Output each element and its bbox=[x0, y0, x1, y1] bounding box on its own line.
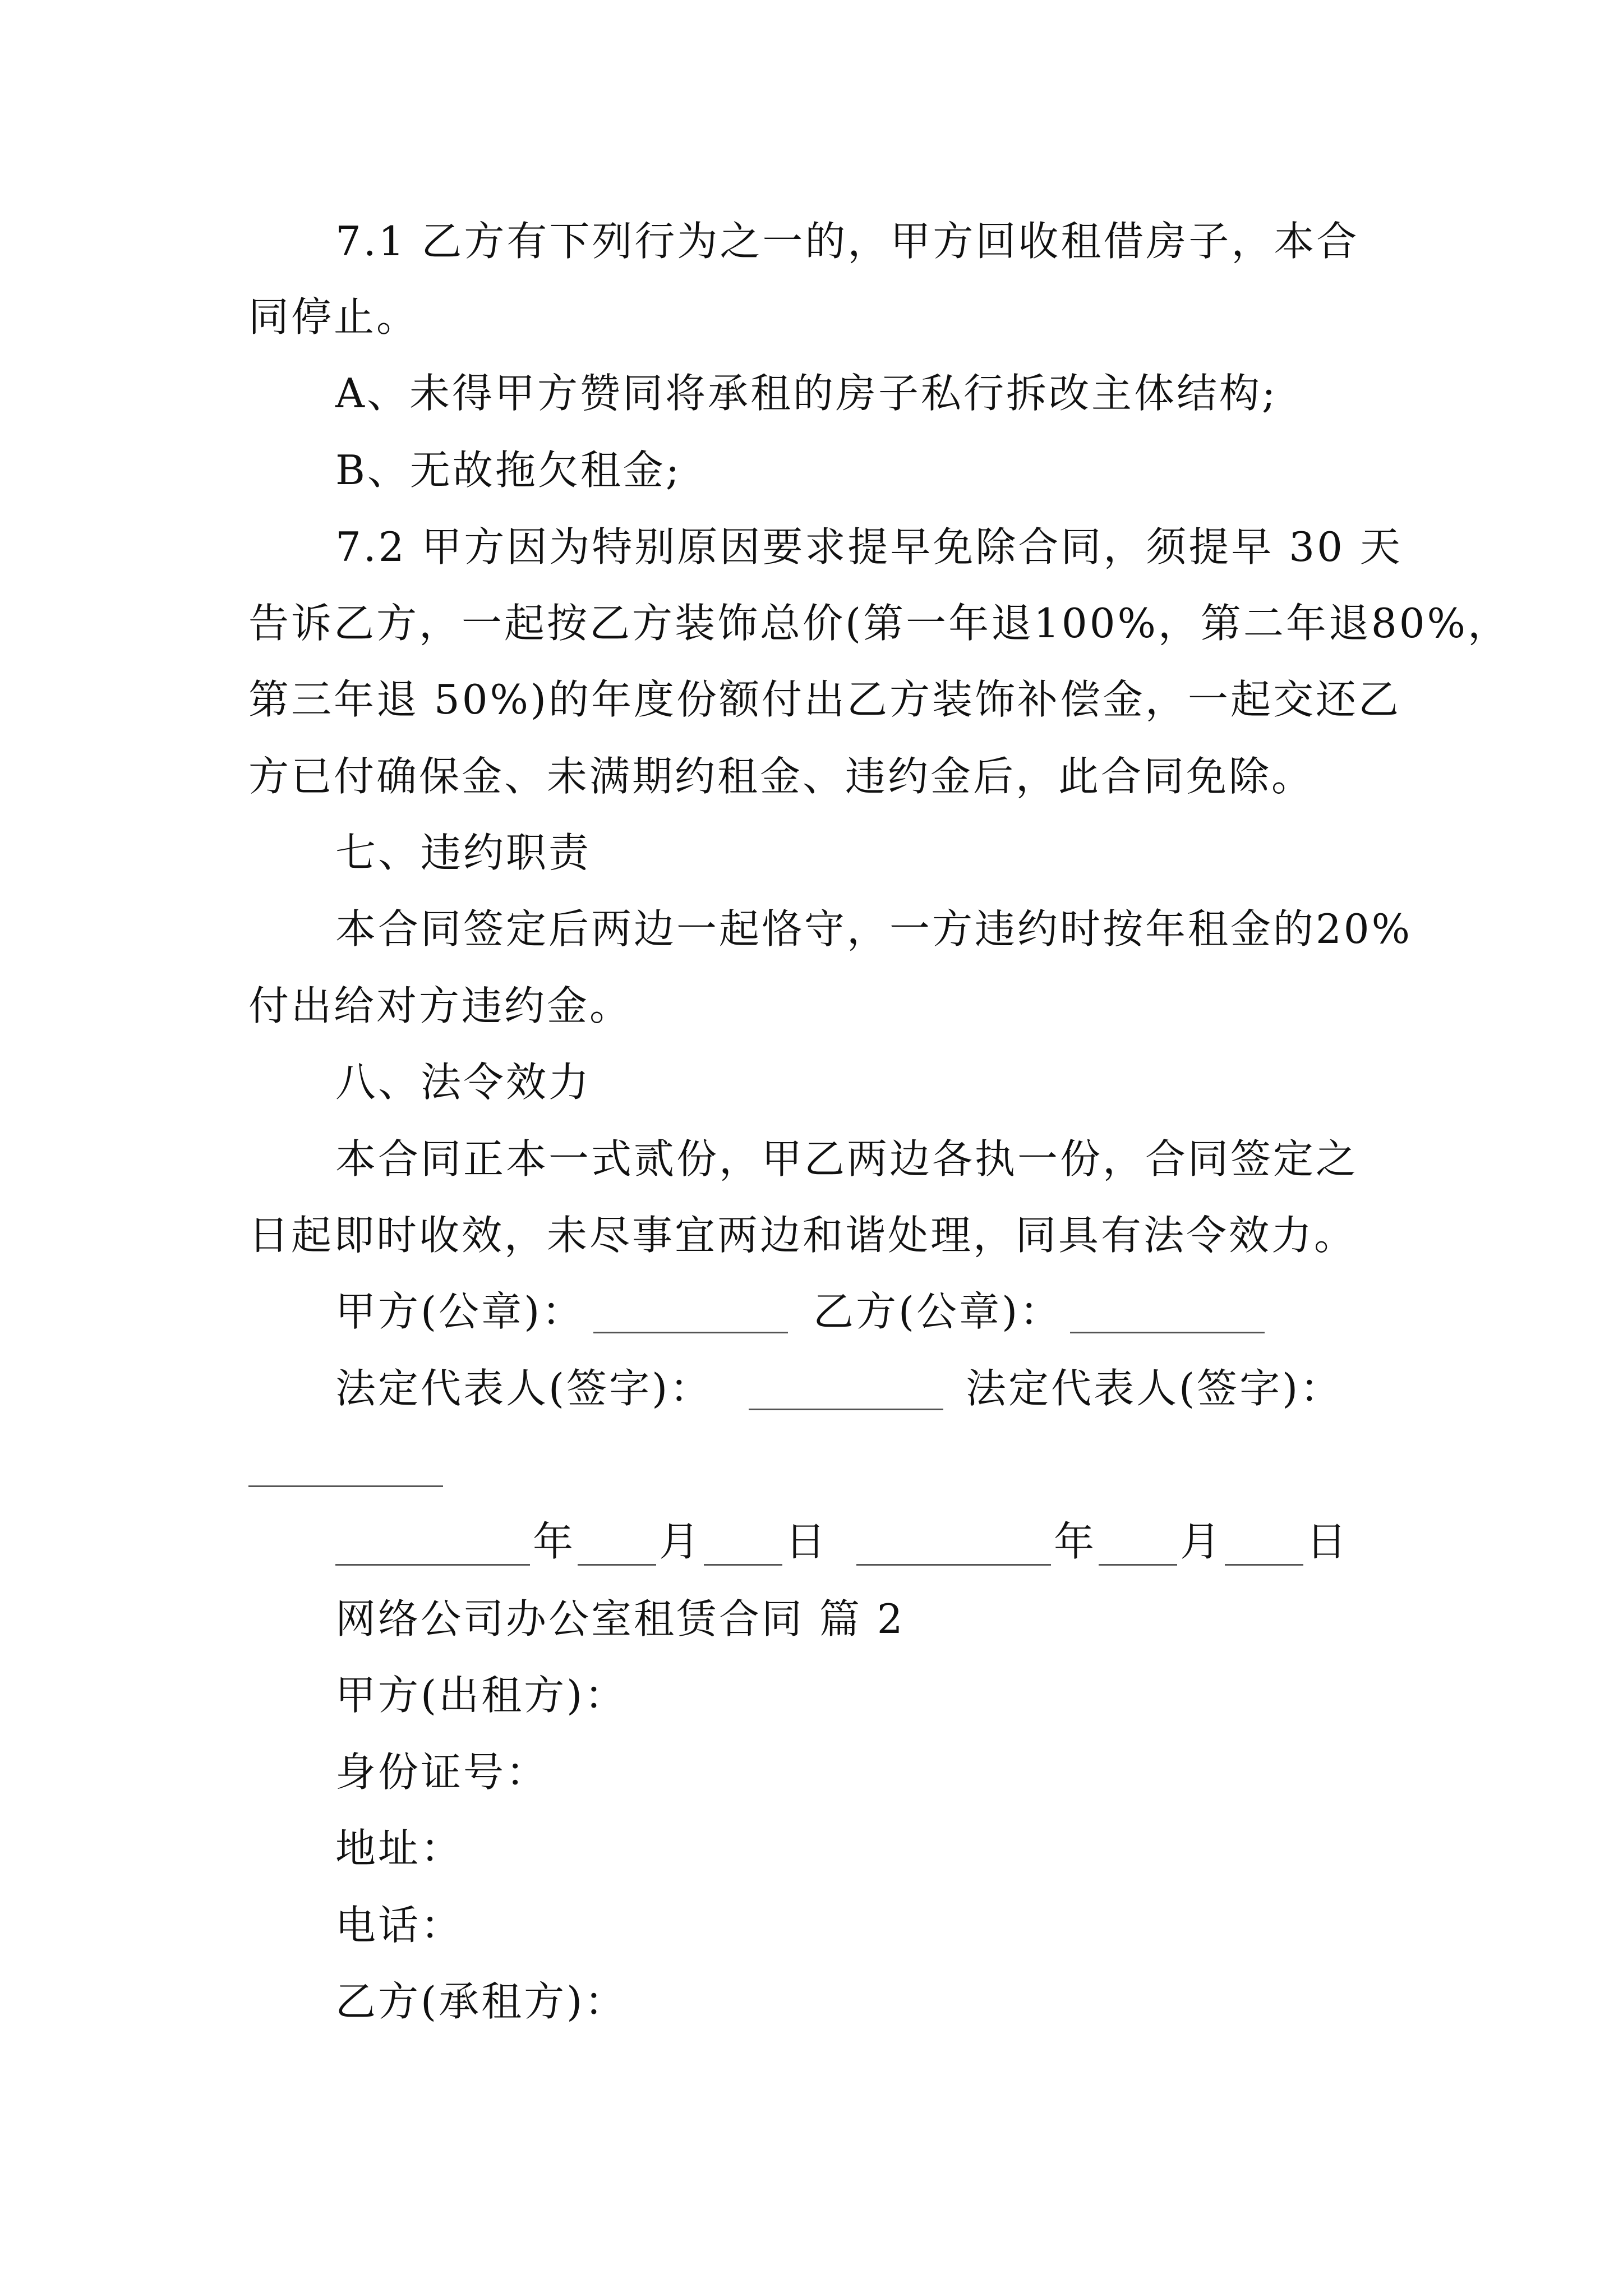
breach-paragraph-line-1: 本合同签定后两边一起恪守，一方违约时按年租金的20% bbox=[335, 905, 1413, 953]
clause-7-1-line-2: 同停止。 bbox=[248, 293, 419, 341]
address-label: 地址： bbox=[335, 1825, 464, 1872]
lessor-label: 甲方(出租方)： bbox=[335, 1672, 628, 1719]
clause-7-2-line-1: 7.2 甲方因为特别原因要求提早免除合同，须提早 30 天 bbox=[335, 523, 1403, 570]
phone-label: 电话： bbox=[335, 1902, 464, 1949]
legal-paragraph-line-1: 本合同正本一式贰份，甲乙两边各执一份，合同签定之 bbox=[335, 1135, 1359, 1182]
party-b-seal-label: 乙方(公章)： bbox=[813, 1288, 1063, 1335]
party-a-rep-blank bbox=[749, 1409, 943, 1410]
clause-7-2-line-2: 告诉乙方，一起按乙方装饰总价(第一年退100%，第二年退80%， bbox=[248, 600, 1510, 647]
date-b-month-label: 月 bbox=[1180, 1518, 1223, 1565]
party-b-seal-blank bbox=[1070, 1332, 1265, 1333]
party-b-rep-label: 法定代表人(签字)： bbox=[966, 1365, 1343, 1412]
date-b-month-blank bbox=[1099, 1564, 1177, 1566]
party-a-seal-blank bbox=[593, 1332, 788, 1333]
section-heading-breach: 七、违约职责 bbox=[335, 829, 592, 876]
date-b-year-blank bbox=[856, 1564, 1051, 1566]
party-a-rep-label: 法定代表人(签字)： bbox=[335, 1365, 713, 1412]
section-heading-legal-effect: 八、法令效力 bbox=[335, 1059, 592, 1106]
legal-paragraph-line-2: 日起即时收效，未尽事宜两边和谐处理，同具有法令效力。 bbox=[248, 1212, 1357, 1259]
clause-item-b: B、无故拖欠租金; bbox=[335, 447, 682, 494]
date-a-month-label: 月 bbox=[659, 1518, 702, 1565]
clause-7-2-line-3: 第三年退 50%)的年度份额付出乙方装饰补偿金，一起交还乙 bbox=[248, 676, 1401, 723]
breach-paragraph-line-2: 付出给对方违约金。 bbox=[248, 982, 633, 1029]
date-a-day-blank bbox=[704, 1564, 782, 1566]
clause-7-1-line-1: 7.1 乙方有下列行为之一的，甲方回收租借房子，本合 bbox=[335, 218, 1359, 265]
date-a-month-blank bbox=[578, 1564, 656, 1566]
date-b-day-label: 日 bbox=[1306, 1518, 1349, 1565]
date-a-day-label: 日 bbox=[785, 1518, 828, 1565]
date-b-year-label: 年 bbox=[1054, 1518, 1097, 1565]
clause-7-2-line-4: 方已付确保金、未满期约租金、违约金后，此合同免除。 bbox=[248, 753, 1315, 800]
lessee-label: 乙方(承租方)： bbox=[335, 1978, 628, 2025]
clause-item-a: A、未得甲方赞同将承租的房子私行拆改主体结构; bbox=[335, 370, 1278, 417]
date-b-day-blank bbox=[1225, 1564, 1303, 1566]
date-a-year-label: 年 bbox=[533, 1518, 576, 1565]
id-number-label: 身份证号： bbox=[335, 1749, 549, 1796]
date-a-year-blank bbox=[335, 1564, 530, 1566]
party-a-seal-label: 甲方(公章)： bbox=[335, 1288, 585, 1335]
section-2-title: 网络公司办公室租赁合同 篇 2 bbox=[335, 1595, 905, 1642]
party-b-rep-blank bbox=[248, 1485, 443, 1487]
